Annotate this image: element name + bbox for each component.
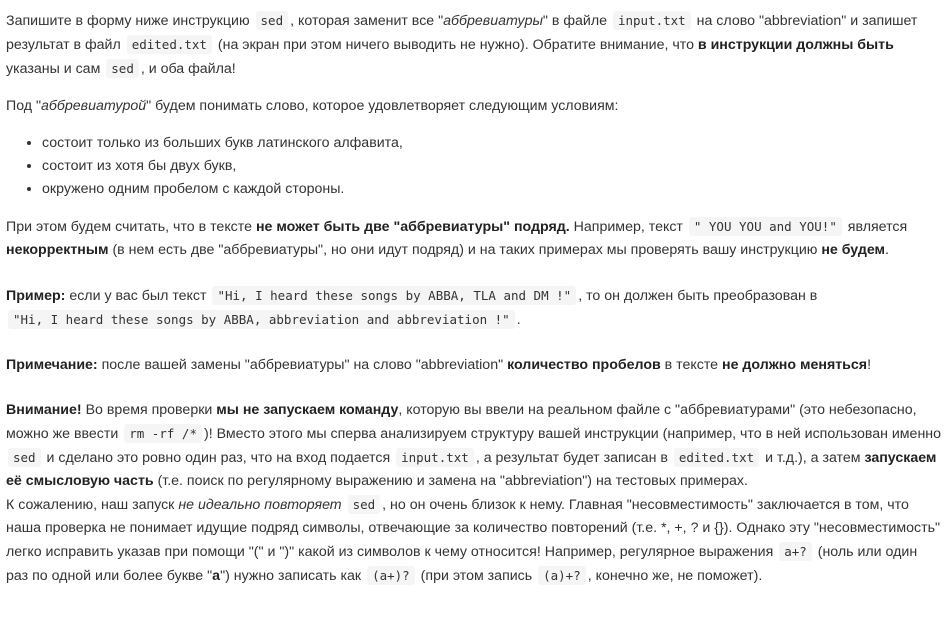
code-rm-command: rm -rf /* (124, 424, 202, 443)
bold-text: запускаем её смысловую часть (6, 450, 937, 489)
bold-text: Внимание! (6, 402, 82, 418)
text: на слово "abbreviation" и запишет результат в файл (6, 13, 918, 53)
code-sed: sed (256, 11, 289, 30)
text: , и оба файла! (140, 61, 236, 77)
example-paragraph (6, 284, 941, 332)
text: " будем понимать слово, которое удовлетворяет следующим условиям: (146, 98, 619, 114)
text: и т.д.), а затем (761, 450, 865, 466)
bold-text: a (212, 568, 221, 584)
sed-compat-paragraph (6, 493, 941, 588)
emphasis: аббревиатурой (41, 98, 147, 114)
text: ") нужно записать как (220, 568, 366, 584)
text: является (843, 219, 908, 235)
text: Запишите в форму ниже инструкцию (6, 13, 254, 29)
text: Под " (6, 98, 42, 114)
text: (в нем есть две "аббревиатуры", но они идут подряд) и на таких примерах мы проверять вашу инструкцию (108, 242, 822, 258)
code-input-file: input.txt (396, 448, 474, 467)
constraint-paragraph (6, 215, 941, 262)
text: (при этом запись (416, 568, 537, 584)
code-sed: sed (106, 59, 139, 78)
text: При этом будем считать, что в тексте (6, 219, 256, 235)
bold-text: не должно меняться (722, 357, 868, 373)
code-example-input: "Hi, I heard these songs by ABBA, TLA and DM !" (212, 286, 576, 305)
text: Например, текст (569, 219, 687, 235)
text: , а результат будет записан в (475, 450, 672, 466)
code-input-file: input.txt (613, 11, 691, 30)
bold-text: Пример: (6, 288, 66, 304)
text: " в файле (542, 13, 611, 29)
text: К сожалению, наш запуск (6, 497, 179, 513)
code-example-output: "Hi, I heard these songs by ABBA, abbreviation and abbreviation !" (8, 310, 515, 329)
text: , конечно же, не поможет). (587, 568, 763, 584)
text: , которая заменит все " (290, 13, 444, 29)
intro-paragraph (6, 9, 941, 81)
bold-text: мы не запускаем команду (216, 402, 399, 418)
emphasis: не идеально повторяет (178, 497, 342, 513)
task-description (6, 9, 941, 588)
text: в тексте (660, 357, 723, 373)
text: . (885, 242, 889, 258)
code-regex-a-plus-q: a+? (779, 542, 812, 561)
code-regex-wrong: (a)+? (538, 566, 586, 585)
text: , но он очень близок к нему. Главная "несовместимость" заключается в том, что наша проверка не понимает идущие подряд символы, отвечающие за количество повторений (т.е. *, +, ? и {}). Однако эту "несовместимость" легко исправить указав при помощи "(" и ")" какой из символов к чему относится! Например, регулярное выражения (6, 497, 941, 560)
text: Во время проверки (81, 402, 217, 418)
conditions-list (6, 132, 941, 201)
text: )! Вместо этого мы сперва анализируем структуру вашей инструкции (например, что в ней использован именно (203, 426, 942, 442)
text: (т.е. поиск по регулярному выражению и замена на "abbreviation") на тестовых примерах. (153, 473, 748, 489)
text: и сделано это ровно один раз, что на вход подается (42, 450, 395, 466)
bold-text: не может быть две "аббревиатуры" подряд. (255, 219, 570, 235)
code-sed: sed (8, 448, 41, 467)
code-sed: sed (348, 495, 381, 514)
list-item: • окружено одним пробелом с каждой стороны. (42, 178, 941, 201)
bold-text: Примечание: (6, 357, 98, 373)
list-item: • состоит из хотя бы двух букв, (42, 155, 941, 178)
text: . (516, 312, 521, 328)
text: (на экран при этом ничего выводить не нужно). Обратите внимание, что (213, 37, 698, 53)
text (342, 497, 346, 513)
text: , то он должен быть преобразован в (578, 288, 818, 304)
bold-text: некорректным (6, 242, 109, 258)
text: (ноль или один раз по одной или более букве " (6, 544, 918, 584)
text: если у вас был текст (65, 288, 211, 304)
warning-paragraph (6, 399, 941, 493)
text: указаны и сам (6, 61, 105, 77)
code-example: " YOU YOU and YOU!" (689, 217, 842, 236)
text: , которую вы ввели на реальном файле с "аббревиатурами" (это небезопасно, можно же ввести (6, 402, 917, 442)
bold-text: не будем (821, 242, 886, 258)
code-output-file: edited.txt (674, 448, 759, 467)
code-output-file: edited.txt (127, 35, 212, 54)
emphasis: аббревиатуры (443, 13, 543, 29)
code-regex-grouped: (a+)? (367, 566, 415, 585)
bold-text: в инструкции должны быть (697, 37, 894, 53)
bold-text: количество пробелов (507, 357, 661, 373)
text: ! (867, 357, 872, 373)
note-paragraph (6, 354, 941, 377)
text: после вашей замены "аббревиатуры" на слово "abbreviation" (97, 357, 508, 373)
list-item: • состоит только из больших букв латинского алфавита, (42, 132, 941, 155)
definition-paragraph (6, 95, 941, 118)
